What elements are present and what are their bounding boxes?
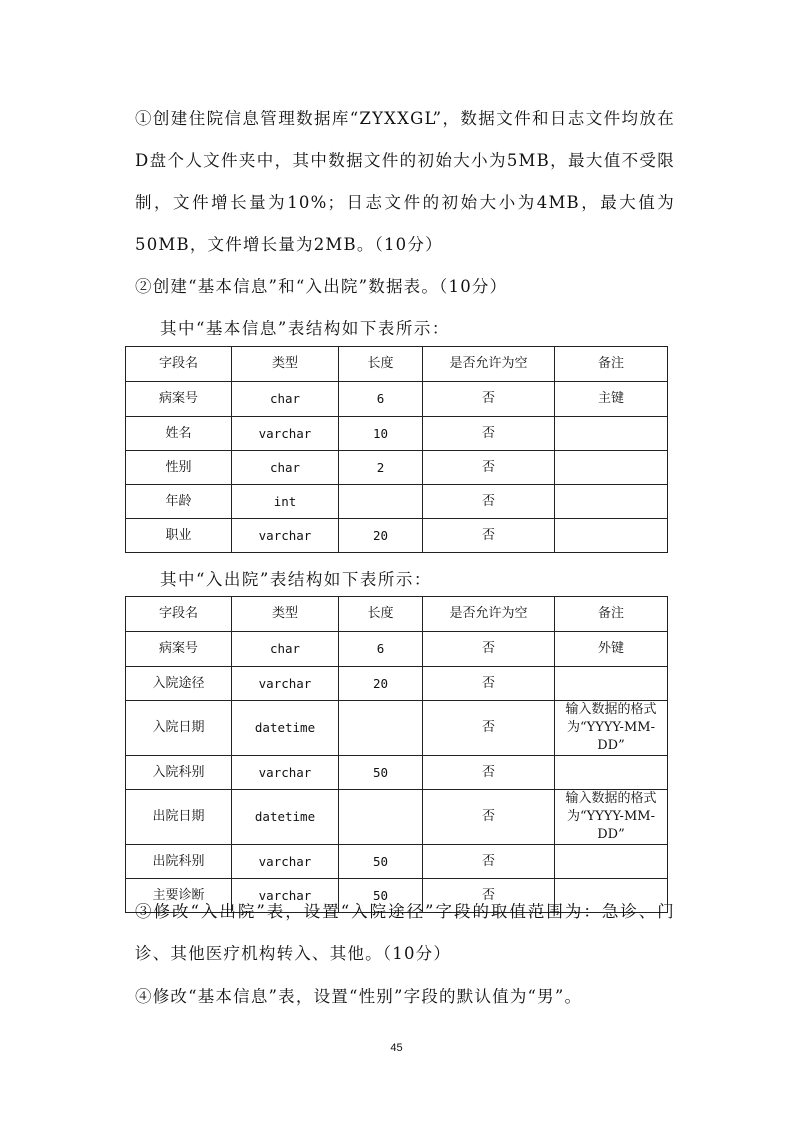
header-cell: 类型 bbox=[232, 347, 339, 382]
table-cell: 病案号 bbox=[126, 382, 232, 417]
table-cell bbox=[555, 845, 668, 879]
table-cell: 否 bbox=[423, 632, 555, 667]
admission-table bbox=[125, 596, 668, 913]
table-row bbox=[126, 790, 668, 845]
table-cell: 50 bbox=[339, 845, 423, 879]
table-row bbox=[126, 451, 668, 485]
table-cell: 否 bbox=[423, 845, 555, 879]
header-cell: 字段名 bbox=[126, 597, 232, 632]
table-cell: varchar bbox=[232, 756, 339, 790]
table-cell bbox=[555, 667, 668, 701]
table-cell: varchar bbox=[232, 879, 339, 913]
header-cell: 备注 bbox=[555, 597, 668, 632]
header-cell: 是否允许为空 bbox=[423, 597, 555, 632]
table-cell: 否 bbox=[423, 417, 555, 451]
table-cell: 6 bbox=[339, 382, 423, 417]
table-cell: 否 bbox=[423, 790, 555, 845]
table-cell: 50 bbox=[339, 879, 423, 913]
table-cell: varchar bbox=[232, 417, 339, 451]
table-row bbox=[126, 845, 668, 879]
table-cell: int bbox=[232, 485, 339, 519]
table-cell: 20 bbox=[339, 667, 423, 701]
table-cell: 职业 bbox=[126, 519, 232, 553]
table-cell: 主要诊断 bbox=[126, 879, 232, 913]
header-cell: 是否允许为空 bbox=[423, 347, 555, 382]
table2-caption: 其中“入出院”表结构如下表所示： bbox=[160, 570, 432, 589]
table-cell: datetime bbox=[232, 790, 339, 845]
table-cell bbox=[555, 519, 668, 553]
header-cell: 备注 bbox=[555, 347, 668, 382]
table-cell: 病案号 bbox=[126, 632, 232, 667]
paragraph-4: ④修改“基本信息”表，设置“性别”字段的默认值为“男”。 bbox=[135, 987, 583, 1006]
table-cell: varchar bbox=[232, 845, 339, 879]
table-cell: varchar bbox=[232, 667, 339, 701]
table-row bbox=[126, 667, 668, 701]
table-cell: 输入数据的格式为“YYYY-MM-DD” bbox=[555, 790, 668, 845]
table-cell: char bbox=[232, 632, 339, 667]
table-cell: 否 bbox=[423, 879, 555, 913]
table-cell bbox=[555, 485, 668, 519]
table1-caption: 其中“基本信息”表结构如下表所示： bbox=[160, 319, 450, 338]
table-cell: 50 bbox=[339, 756, 423, 790]
table-cell: 6 bbox=[339, 632, 423, 667]
table-cell bbox=[339, 485, 423, 519]
paragraph-1: ①创建住院信息管理数据库“ZYXXGL”，数据文件和日志文件均放在D盘个人文件夹中，其中数据文件的初始大小为5MB，最大值不受限制，文件增长量为10%；日志文件的初始大小为4MB，最大值为50MB，文件增长量为2MB。（10分） bbox=[135, 109, 675, 254]
paragraph-3: ③修改“入出院”表，设置“入院途径”字段的取值范围为：急诊、门诊、其他医疗机构转入、其他。（10分） bbox=[135, 902, 675, 963]
table-cell bbox=[555, 756, 668, 790]
table-header-row bbox=[126, 597, 668, 632]
header-cell: 长度 bbox=[339, 597, 423, 632]
table-cell: 否 bbox=[423, 667, 555, 701]
basic-info-table bbox=[125, 346, 668, 553]
table-cell: char bbox=[232, 451, 339, 485]
table-cell: 入院日期 bbox=[126, 701, 232, 756]
table-cell: 出院日期 bbox=[126, 790, 232, 845]
table-cell: 入院途径 bbox=[126, 667, 232, 701]
table-cell: 出院科别 bbox=[126, 845, 232, 879]
table-row bbox=[126, 756, 668, 790]
table-cell: 2 bbox=[339, 451, 423, 485]
table-cell: 否 bbox=[423, 519, 555, 553]
table-cell bbox=[339, 790, 423, 845]
table-cell: varchar bbox=[232, 519, 339, 553]
table-row bbox=[126, 382, 668, 417]
table-cell: 否 bbox=[423, 382, 555, 417]
table-cell: 否 bbox=[423, 701, 555, 756]
table-cell bbox=[555, 451, 668, 485]
table-cell: 外键 bbox=[555, 632, 668, 667]
table-cell: 10 bbox=[339, 417, 423, 451]
table-row bbox=[126, 485, 668, 519]
table-cell: char bbox=[232, 382, 339, 417]
table-cell: 姓名 bbox=[126, 417, 232, 451]
table-cell: 否 bbox=[423, 756, 555, 790]
table-cell bbox=[555, 417, 668, 451]
header-cell: 类型 bbox=[232, 597, 339, 632]
page-number: 45 bbox=[390, 1042, 403, 1054]
table-cell: 否 bbox=[423, 485, 555, 519]
table-cell bbox=[339, 701, 423, 756]
table-cell: 性别 bbox=[126, 451, 232, 485]
paragraph-2: ②创建“基本信息”和“入出院”数据表。（10分） bbox=[135, 277, 508, 296]
table-cell: 输入数据的格式为“YYYY-MM-DD” bbox=[555, 701, 668, 756]
table-cell: 年龄 bbox=[126, 485, 232, 519]
table-row bbox=[126, 701, 668, 756]
header-cell: 长度 bbox=[339, 347, 423, 382]
header-cell: 字段名 bbox=[126, 347, 232, 382]
table-cell: 20 bbox=[339, 519, 423, 553]
table-cell: 入院科别 bbox=[126, 756, 232, 790]
table-row bbox=[126, 632, 668, 667]
table-cell: 否 bbox=[423, 451, 555, 485]
table-row bbox=[126, 417, 668, 451]
table-header-row bbox=[126, 347, 668, 382]
table-cell: 主键 bbox=[555, 382, 668, 417]
table-cell: datetime bbox=[232, 701, 339, 756]
table-row bbox=[126, 519, 668, 553]
